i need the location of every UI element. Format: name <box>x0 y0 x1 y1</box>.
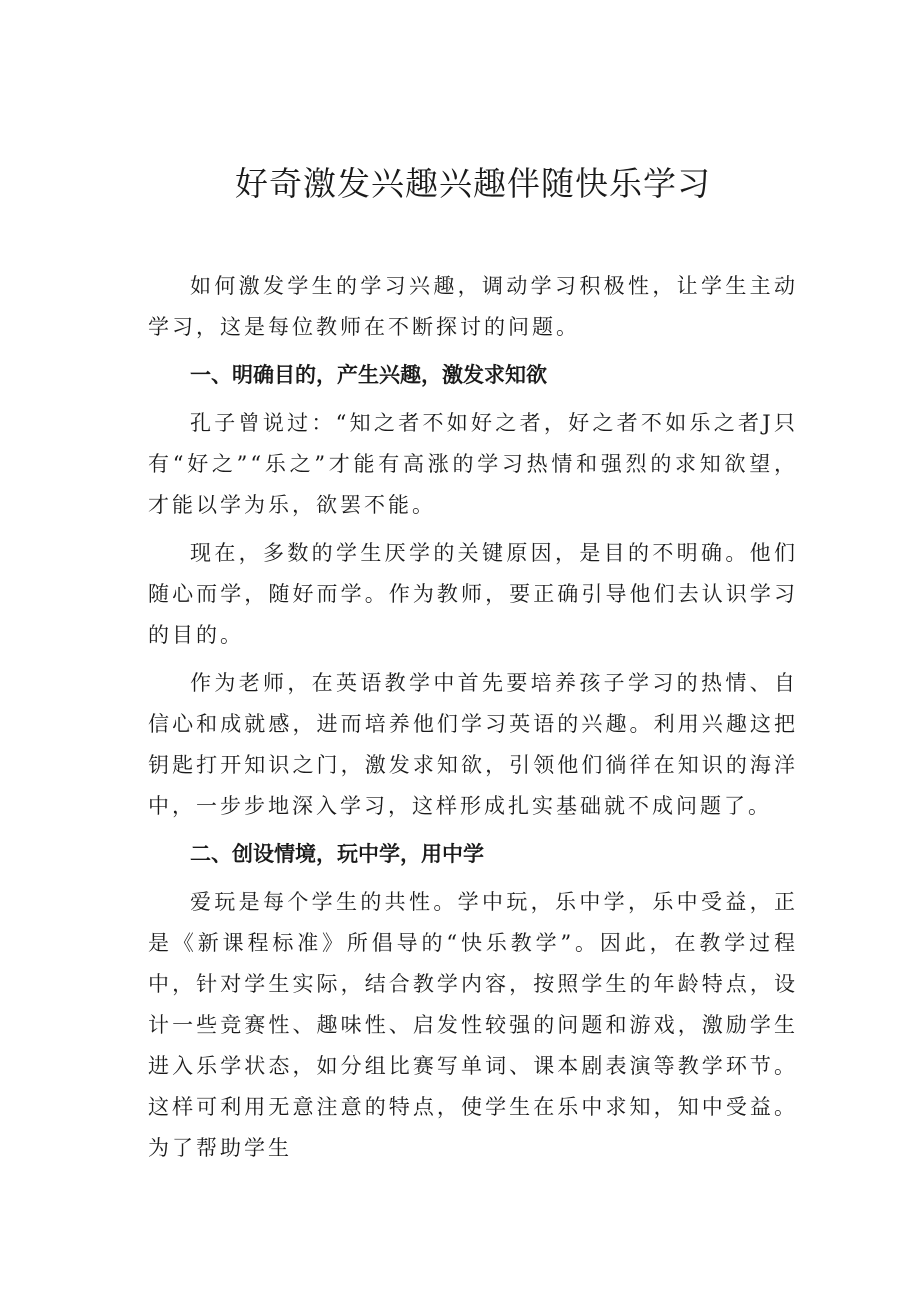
section-1-heading: 一、明确目的，产生兴趣，激发求知欲 <box>190 363 547 387</box>
section-2-paragraph-1: 爱玩是每个学生的共性。学中玩，乐中学，乐中受益，正是《新课程标准》所倡导的“快乐教学”。因此，在教学过程中，针对学生实际，结合教学内容，按照学生的年龄特点，设计一些竞赛性、趣味性、启发性较强的问题和游戏，激励学生进入乐学状态，如分组比赛写单词、课本剧表演等教学环节。这样可利用无意注意的特点，使学生在乐中求知，知中受益。为了帮助学生 <box>148 890 798 1160</box>
section-1-paragraph-3: 作为老师，在英语教学中首先要培养孩子学习的热情、自信心和成就感，进而培养他们学习英语的兴趣。利用兴趣这把钥匙打开知识之门，激发求知欲，引领他们徜徉在知识的海洋中，一步步地深入学习，这样形成扎实基础就不成问题了。 <box>148 671 798 818</box>
section-2-heading: 二、创设情境，玩中学，用中学 <box>190 842 484 866</box>
document-title: 好奇激发兴趣兴趣伴随快乐学习 <box>235 164 711 203</box>
section-1-paragraph-2: 现在，多数的学生厌学的关键原因，是目的不明确。他们随心而学，随好而学。作为教师，要正确引导他们去认识学习的目的。 <box>148 541 798 647</box>
intro-paragraph: 如何激发学生的学习兴趣，调动学习积极性，让学生主动学习，这是每位教师在不断探讨的问题。 <box>148 274 798 339</box>
section-1-paragraph-1: 孔子曾说过：“知之者不如好之者，好之者不如乐之者J只有“好之”“乐之”才能有高涨的学习热情和强烈的求知欲望，才能以学为乐，欲罢不能。 <box>148 411 798 517</box>
